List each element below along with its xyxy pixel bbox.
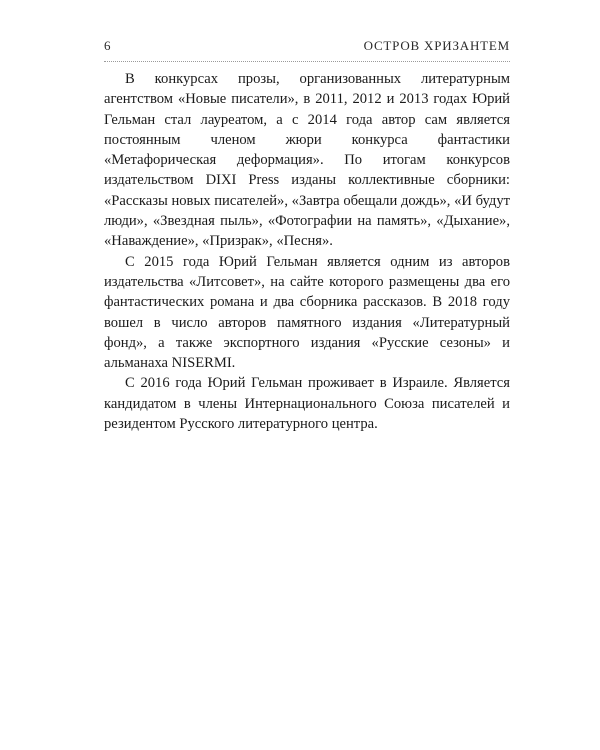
header-divider xyxy=(104,61,510,62)
running-head xyxy=(104,38,510,58)
book-title: ОСТРОВ ХРИЗАНТЕМ xyxy=(363,38,510,53)
body-text xyxy=(104,69,510,434)
paragraph: В конкурсах прозы, организованных литературным агентством «Новые писатели», в 2011, 2012 и 2013 годах Юрий Гельман стал лауреатом, а с 2014 года автор сам является постоянным членом жюри конкурса фантастики «Метафорическая деформация». По итогам конкурсов издательством DIXI Press изданы коллективные сборники: «Рассказы новых писателей», «Завтра обещали дождь», «И будут люди», «Звездная пыль», «Фотографии на память», «Дыхание», «Наваждение», «Призрак», «Песня». xyxy=(104,71,510,250)
paragraph: С 2015 года Юрий Гельман является одним из авторов издательства «Литсовет», на сайте которого размещены два его фантастических романа и два сборника рассказов. В 2018 году вошел в число авторов памятного издания «Литературный фонд», а также экспортного издания «Русские сезоны» и альманаха NISERMI. xyxy=(104,253,510,372)
paragraph: С 2016 года Юрий Гельман проживает в Израиле. Является кандидатом в члены Интернационального Союза писателей и резидентом Русского литературного центра. xyxy=(104,375,510,433)
page-number: 6 xyxy=(104,38,111,53)
